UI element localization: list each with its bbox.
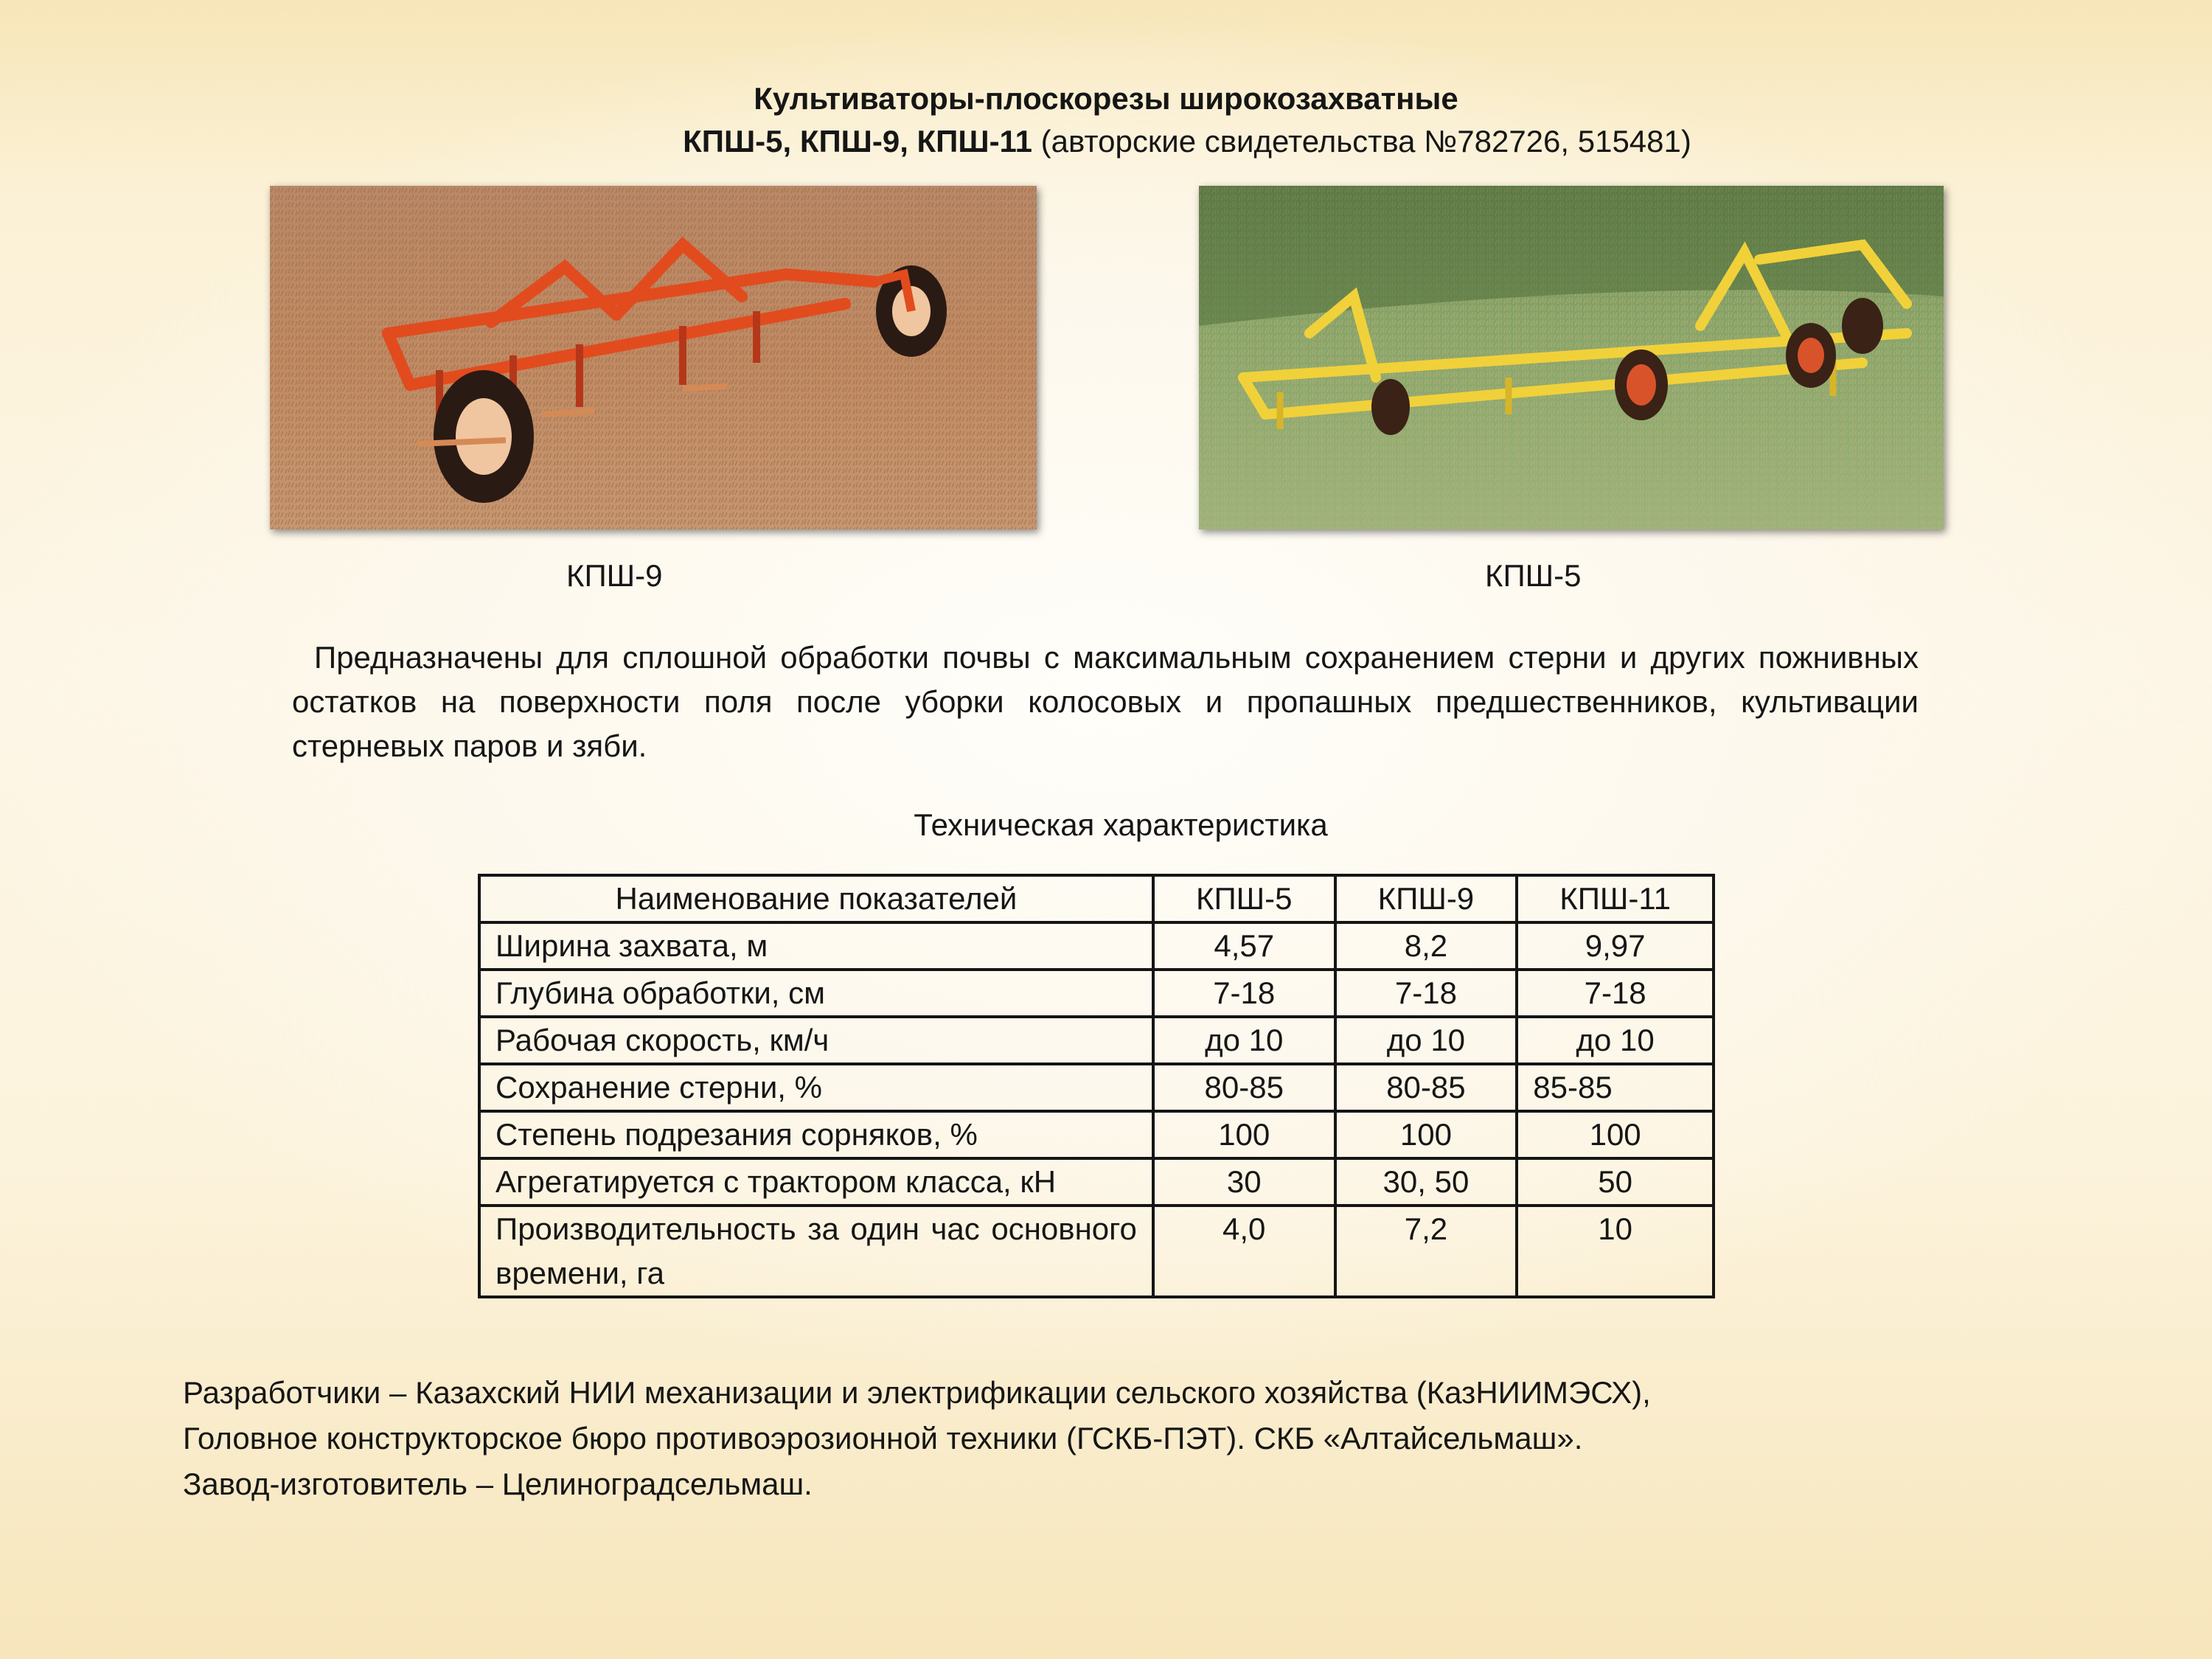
table-cell: 8,2 — [1335, 922, 1517, 970]
table-cell: 80-85 — [1335, 1064, 1517, 1111]
table-cell: 7,2 — [1335, 1206, 1517, 1297]
table-cell: 9,97 — [1517, 922, 1714, 970]
page-subtitle — [81, 122, 2212, 161]
table-cell: до 10 — [1153, 1017, 1335, 1064]
photo-caption-2: КПШ-5 — [1485, 558, 1582, 593]
table-cell: 7-18 — [1517, 970, 1714, 1017]
row-label: Степень подрезания сорняков, % — [479, 1111, 1153, 1158]
page-title: Культиваторы-плоскорезы широкозахватные — [754, 81, 1458, 116]
table-row — [479, 1206, 1714, 1297]
credits-block — [183, 1370, 1651, 1507]
specs-table — [478, 874, 1715, 1298]
table-cell: 7-18 — [1153, 970, 1335, 1017]
table-cell: 7-18 — [1335, 970, 1517, 1017]
table-row — [479, 922, 1714, 970]
credits-line: Головное конструкторское бюро противоэрозионной техники (ГСКБ-ПЭТ). СКБ «Алтайсельмаш». — [183, 1421, 1583, 1455]
table-cell: до 10 — [1335, 1017, 1517, 1064]
table-cell: 30, 50 — [1335, 1158, 1517, 1206]
table-cell: 10 — [1517, 1206, 1714, 1297]
table-row — [479, 970, 1714, 1017]
table-cell: 4,57 — [1153, 922, 1335, 970]
table-row — [479, 1158, 1714, 1206]
header-cell: КПШ-11 — [1517, 875, 1714, 922]
table-row — [479, 1111, 1714, 1158]
table-cell: 80-85 — [1153, 1064, 1335, 1111]
table-cell: 100 — [1153, 1111, 1335, 1158]
models-label: КПШ-5, КПШ-9, КПШ-11 — [683, 124, 1032, 159]
credits-line: Разработчики – Казахский НИИ механизации и электрификации сельского хозяйства (КазНИИМЭСХ), — [183, 1375, 1651, 1410]
row-label: Агрегатируется с трактором класса, кН — [479, 1158, 1153, 1206]
row-label: Ширина захвата, м — [479, 922, 1153, 970]
patent-note: (авторские свидетельства №782726, 515481) — [1032, 124, 1691, 159]
table-header-row — [479, 875, 1714, 922]
credits-line: Завод-изготовитель – Целиноградсельмаш. — [183, 1467, 813, 1501]
table-cell: 4,0 — [1153, 1206, 1335, 1297]
photo-kpsh-5 — [1199, 186, 1944, 529]
row-label: Сохранение стерни, % — [479, 1064, 1153, 1111]
table-row — [479, 1017, 1714, 1064]
table-cell: 100 — [1517, 1111, 1714, 1158]
table-cell: 30 — [1153, 1158, 1335, 1206]
row-label: Глубина обработки, см — [479, 970, 1153, 1017]
table-cell: 100 — [1335, 1111, 1517, 1158]
header-cell: КПШ-5 — [1153, 875, 1335, 922]
table-cell: 85-85 — [1517, 1064, 1714, 1111]
table-cell: 50 — [1517, 1158, 1714, 1206]
row-label: Производительность за один час основного времени, га — [479, 1206, 1153, 1297]
description-paragraph: Предназначены для сплошной обработки почвы с максимальным сохранением стерни и других пожнивных остатков на поверхности поля после уборки колосовых и пропашных предшественников, культивации стерневых паров и зяби. — [292, 640, 1919, 763]
header-cell: КПШ-9 — [1335, 875, 1517, 922]
table-cell: до 10 — [1517, 1017, 1714, 1064]
row-label: Рабочая скорость, км/ч — [479, 1017, 1153, 1064]
table-row — [479, 1064, 1714, 1111]
table-title: Техническая характеристика — [914, 807, 1328, 842]
photo-caption-1: КПШ-9 — [566, 558, 663, 593]
header-cell: Наименование показателей — [479, 875, 1153, 922]
photo-kpsh-9 — [270, 186, 1037, 529]
